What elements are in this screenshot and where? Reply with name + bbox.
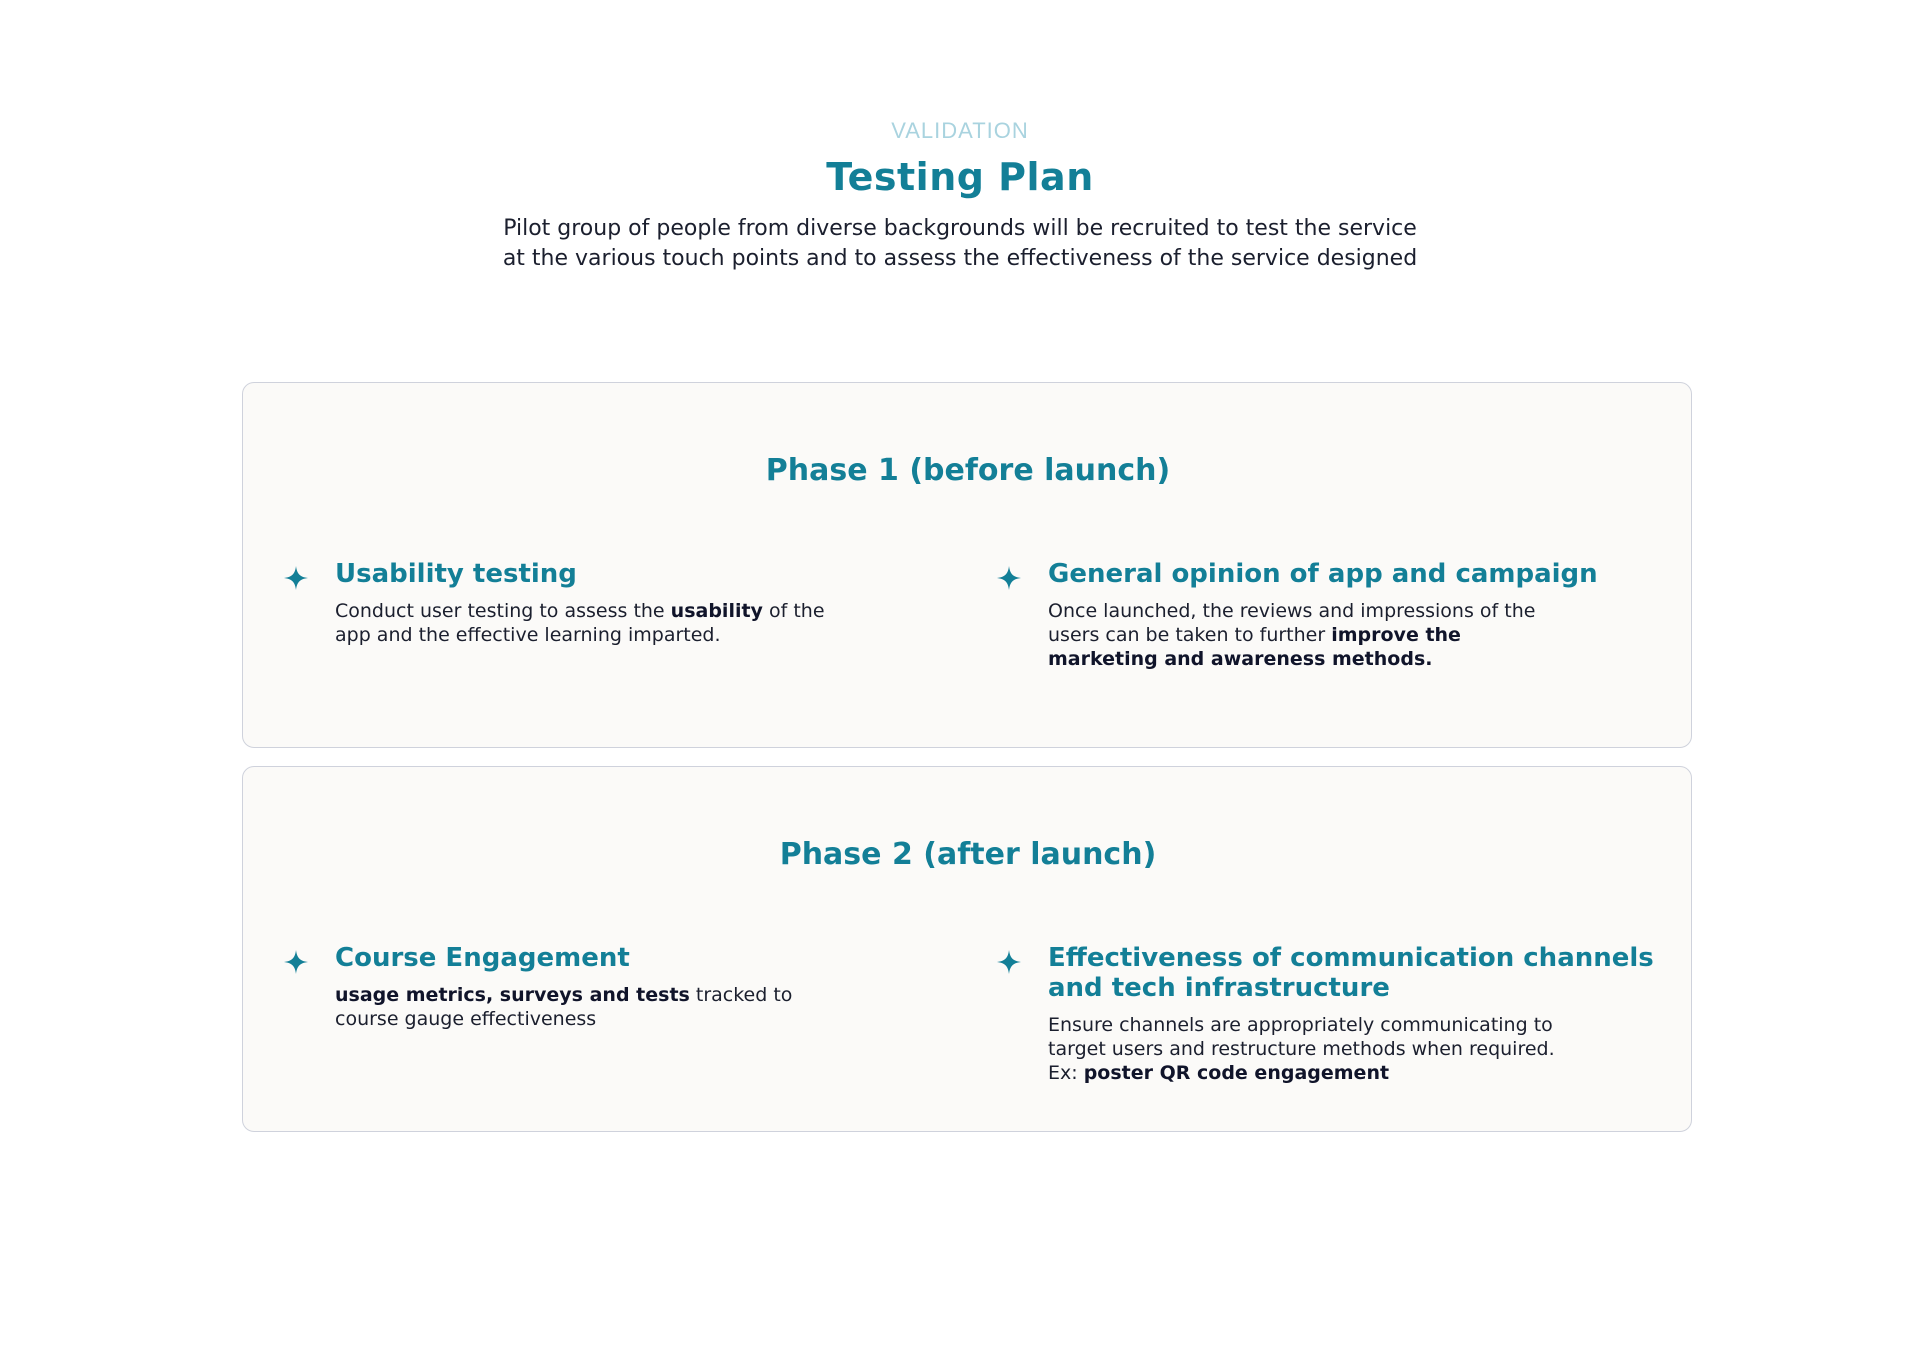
phase-item: [283, 559, 843, 647]
section-eyebrow: VALIDATION: [891, 118, 1029, 143]
body-text: tracked to course gauge effectiveness: [335, 984, 793, 1030]
sparkle-icon: [996, 565, 1022, 591]
item-body: [335, 599, 825, 647]
phase-item: [283, 943, 843, 1031]
sparkle-icon: [283, 565, 309, 591]
subtitle-line: Pilot group of people from diverse backgrounds will be recruited to test the service: [503, 216, 1417, 241]
item-title: General opinion of app and campaign: [1048, 559, 1598, 589]
phase-title: Phase 2 (after launch): [779, 837, 1157, 872]
body-text: Once launched, the reviews and impressions of the users can be taken to further: [1048, 600, 1536, 646]
item-title: Usability testing: [335, 559, 577, 589]
body-text: Conduct user testing to assess the: [335, 600, 671, 622]
phase-title: Phase 1 (before launch): [765, 453, 1171, 488]
emphasis-text: usage metrics, surveys and tests: [335, 984, 690, 1006]
sparkle-icon: [996, 949, 1022, 975]
item-title: Effectiveness of communication channels and tech infrastructure: [1048, 943, 1654, 1003]
emphasis-text: usability: [670, 600, 763, 622]
body-text: Ensure channels are appropriately communicating to target users and restructure methods when required. Ex:: [1048, 1014, 1555, 1084]
emphasis-text: improve the marketing and awareness methods.: [1048, 624, 1461, 670]
page-title: Testing Plan: [826, 155, 1094, 199]
phase-item: [996, 559, 1656, 671]
item-body: [1048, 1013, 1568, 1085]
phase-item: [996, 943, 1656, 1085]
item-title: Course Engagement: [335, 943, 630, 973]
emphasis-text: poster QR code engagement: [1083, 1062, 1390, 1084]
phase-card-2: [242, 766, 1692, 1132]
page-header: [0, 118, 1920, 274]
item-body: [1048, 599, 1568, 671]
page-subtitle: [410, 214, 1510, 274]
body-text: of the app and the effective learning imparted.: [335, 600, 825, 646]
subtitle-line: at the various touch points and to assess the effectiveness of the service designed: [502, 246, 1418, 271]
phase-card-1: [242, 382, 1692, 748]
item-body: [335, 983, 825, 1031]
sparkle-icon: [283, 949, 309, 975]
